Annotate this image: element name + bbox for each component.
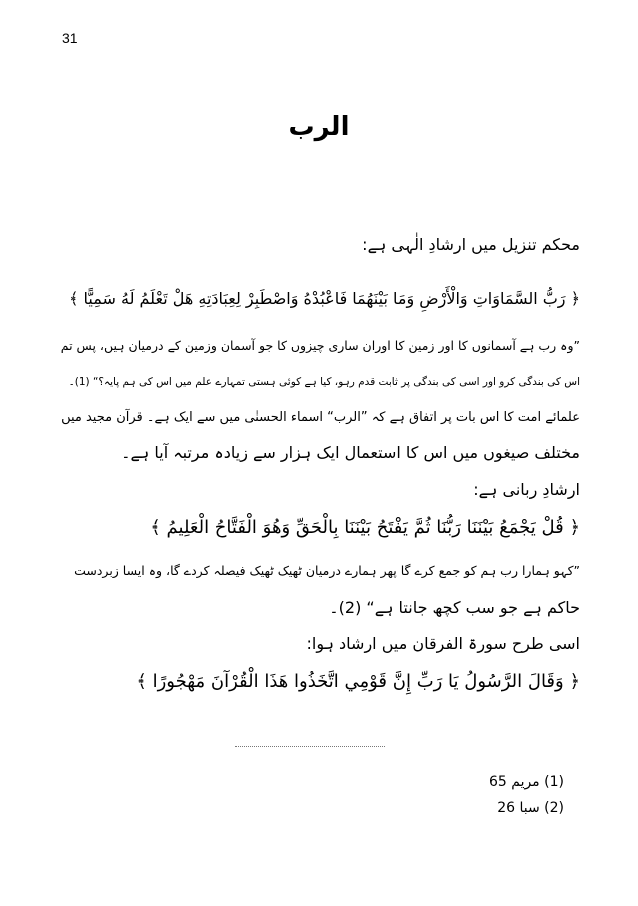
body-line: ”وہ رب ہے آسمانوں کا اور زمین کا اوران ساری چیزوں کا جو آسمان وزمین کے درمیان ہیں، پس تم [60, 338, 580, 353]
footnote-separator [235, 746, 385, 747]
body-line: اسی طرح سورۃ الفرقان میں ارشاد ہوا: [306, 634, 580, 653]
footnote: (2) سبا 26 [497, 800, 564, 816]
body-line: اس کی بندگی کرو اور اسی کی بندگی پر ثابت قدم رہو، کیا ہے کوئی ہستی تمہارے علم میں اس کی ہم پایہ؟“ (1)۔ [68, 376, 580, 388]
body-line: ارشادِ ربانی ہے: [473, 480, 580, 499]
page-title: الرب [288, 112, 350, 142]
body-line: مختلف صیغوں میں اس کا استعمال ایک ہزار سے زیادہ مرتبہ آیا ہے۔ [121, 443, 580, 462]
body-line: حاکم ہے جو سب کچھ جانتا ہے“ (2)۔ [329, 598, 580, 617]
body-line: علمائے امت کا اس بات پر اتفاق ہے کہ ”الرب“ اسماء الحسنٰی میں سے ایک ہے۔ قرآن مجید میں [61, 410, 580, 425]
body-line: محکم تنزیل میں ارشادِ الٰہی ہے: [362, 235, 580, 254]
quran-verse: ﴿ وَقَالَ الرَّسُولُ يَا رَبِّ إِنَّ قَوْمِي اتَّخَذُوا هَذَا الْقُرْآنَ مَهْجُورًا ﴾ [136, 671, 580, 692]
footnote: (1) مریم 65 [488, 774, 564, 790]
quran-verse: ﴿ رَبُّ السَّمَاوَاتِ وَالْأَرْضِ وَمَا بَيْنَهُمَا فَاعْبُدْهُ وَاصْطَبِرْ لِعِبَادَتِهِ هَلْ تَعْلَمُ لَهُ سَمِيًّا ﴾ [69, 289, 580, 308]
page-number: 31 [62, 30, 78, 46]
body-line: ”کہو ہمارا رب ہم کو جمع کرے گا پھر ہمارے درمیان ٹھیک ٹھیک فیصلہ کردے گا، وہ ایسا زبردست [74, 563, 580, 578]
quran-verse: ﴿ قُلْ يَجْمَعُ بَيْنَنَا رَبُّنَا ثُمَّ يَفْتَحُ بَيْنَنَا بِالْحَقِّ وَهُوَ الْفَتَّاحُ الْعَلِيمُ ﴾ [150, 517, 580, 538]
